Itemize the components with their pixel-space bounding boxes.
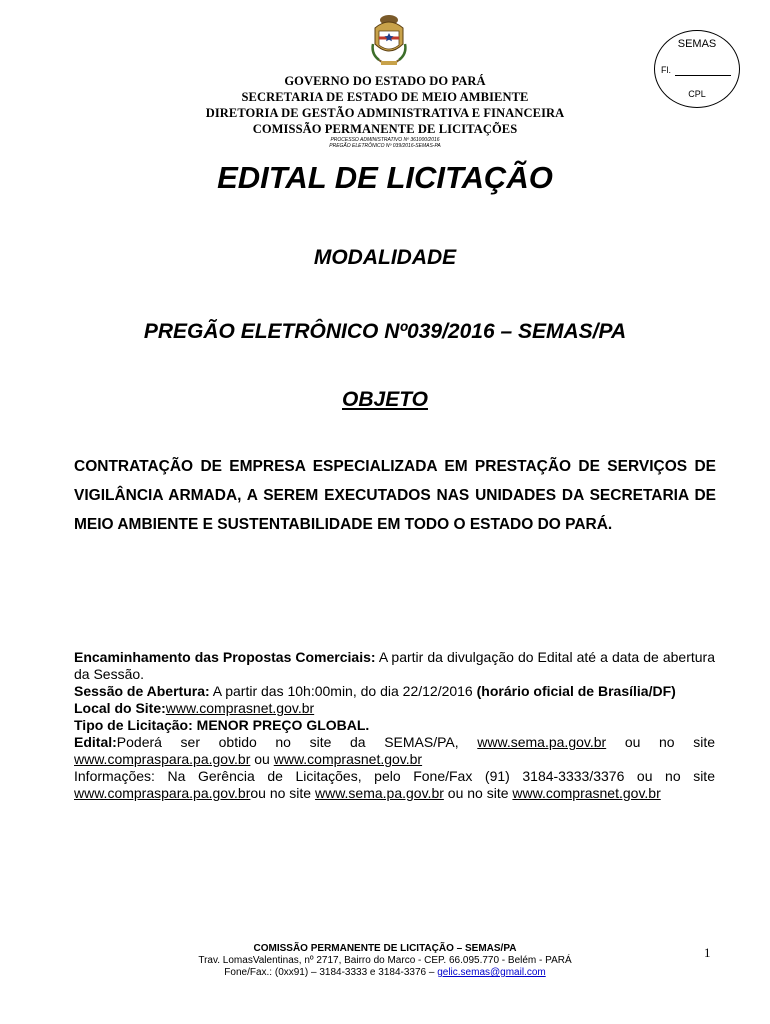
edital-text: Poderá ser obtido no site da SEMAS/PA, bbox=[116, 734, 478, 750]
coat-of-arms-logo bbox=[369, 14, 409, 70]
informacoes-text: Informações: Na Gerência de Licitações, pelo Fone/Fax (91) 3184-3333/3376 ou no site bbox=[74, 768, 715, 784]
footer-phone bbox=[0, 967, 770, 978]
sessao-label: Sessão de Abertura: bbox=[74, 683, 210, 699]
stamp-top-text: SEMAS bbox=[677, 38, 717, 50]
info-block bbox=[74, 649, 715, 802]
encaminhamento-text: A partir da divulgação do Edital até a data de abertura da Sessão. bbox=[74, 649, 715, 682]
encaminhamento-label: Encaminhamento das Propostas Comerciais: bbox=[74, 649, 376, 665]
edital-or: ou bbox=[250, 751, 274, 767]
stamp-folio-label: Fl. bbox=[661, 65, 671, 75]
edital-link-compraspara[interactable]: www.compraspara.pa.gov.br bbox=[74, 751, 251, 767]
header-commission: COMISSÃO PERMANENTE DE LICITAÇÕES bbox=[252, 122, 518, 136]
header-process-number: PROCESSO ADMINISTRATIVO Nº 361000/2016 bbox=[330, 137, 440, 143]
info-or-site-1: ou no site bbox=[250, 785, 315, 801]
stamp-bottom-text: CPL bbox=[688, 89, 706, 99]
sessao-text: A partir das 10h:00min, do dia 22/12/2016 bbox=[209, 683, 477, 699]
sessao-paragraph bbox=[74, 683, 715, 700]
informacoes-paragraph bbox=[74, 768, 715, 802]
header-government: GOVERNO DO ESTADO DO PARÁ bbox=[284, 74, 486, 88]
footer-phone-text: Fone/Fax.: (0xx91) – 3184-3333 e 3184-3376 – bbox=[224, 967, 438, 978]
footer-address: Trav. LomasValentinas, nº 2717, Bairro do Marco - CEP. 66.095.770 - Belém - PARÁ bbox=[198, 955, 572, 966]
objeto-description: CONTRATAÇÃO DE EMPRESA ESPECIALIZADA EM PRESTAÇÃO DE SERVIÇOS DE VIGILÂNCIA ARMADA, A SEREM EXECUTADOS NAS UNIDADES DA SECRETARIA DE MEIO AMBIENTE E SUSTENTABILIDADE EM TODO O ESTADO DO PARÁ. bbox=[74, 458, 716, 533]
edital-paragraph bbox=[74, 734, 715, 768]
footer-email-link[interactable]: gelic.semas@gmail.com bbox=[437, 967, 546, 978]
header-pregao-number: PREGÃO ELETRÔNICO Nº 039/2016-SEMAS-PA bbox=[329, 143, 441, 149]
header-secretariat: SECRETARIA DE ESTADO DE MEIO AMBIENTE bbox=[241, 90, 529, 104]
sessao-timezone: (horário oficial de Brasília/DF) bbox=[476, 683, 676, 699]
pregao-heading: PREGÃO ELETRÔNICO Nº039/2016 – SEMAS/PA bbox=[143, 320, 627, 343]
header-directorate: DIRETORIA DE GESTÃO ADMINISTRATIVA E FINANCEIRA bbox=[205, 106, 565, 120]
info-link-compraspara[interactable]: www.compraspara.pa.gov.br bbox=[74, 785, 251, 801]
modalidade-heading: MODALIDADE bbox=[313, 246, 457, 269]
edital-label: Edital: bbox=[74, 734, 117, 750]
edital-or-site: ou no site bbox=[606, 734, 715, 750]
info-or-site-2: ou no site bbox=[443, 785, 513, 801]
encaminhamento-paragraph bbox=[74, 649, 715, 683]
edital-link-sema[interactable]: www.sema.pa.gov.br bbox=[477, 734, 607, 750]
footer-title: COMISSÃO PERMANENTE DE LICITAÇÃO – SEMAS/PA bbox=[253, 943, 517, 954]
local-label: Local do Site: bbox=[74, 700, 166, 716]
objeto-heading: OBJETO bbox=[342, 388, 428, 411]
document-title: EDITAL DE LICITAÇÃO bbox=[217, 160, 553, 195]
local-link[interactable]: www.comprasnet.gov.br bbox=[165, 700, 315, 716]
page-number: 1 bbox=[704, 945, 711, 960]
edital-link-comprasnet[interactable]: www.comprasnet.gov.br bbox=[273, 751, 423, 767]
local-paragraph bbox=[74, 700, 715, 717]
tipo-licitacao: Tipo de Licitação: MENOR PREÇO GLOBAL. bbox=[74, 717, 370, 733]
info-link-comprasnet[interactable]: www.comprasnet.gov.br bbox=[512, 785, 661, 801]
info-link-sema[interactable]: www.sema.pa.gov.br bbox=[314, 785, 444, 801]
